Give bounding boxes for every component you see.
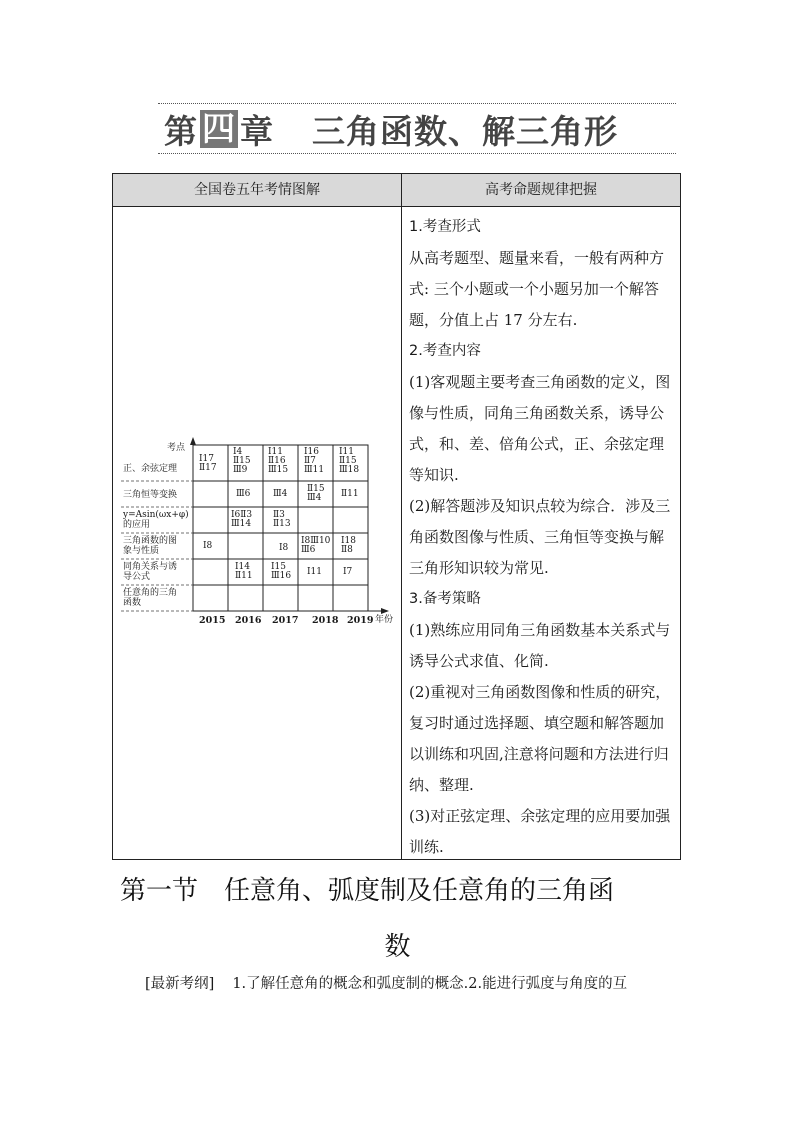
grid-cell: Ⅰ7 — [343, 567, 353, 577]
left-column-header: 全国卷五年考情图解 — [194, 182, 320, 198]
grid-cell: Ⅰ8Ⅲ10 Ⅲ6 — [301, 536, 331, 555]
grid-cell: Ⅰ17 Ⅱ17 — [199, 454, 217, 473]
syllabus-tag: [最新考纲] — [145, 976, 215, 992]
dotted-rule-top — [158, 103, 676, 104]
chapter-number: 四 — [202, 109, 236, 148]
rule-text: (3)对正弦定理、余弦定理的应用要加强训练. — [409, 807, 671, 856]
rule-heading-content: 2.考查内容 — [409, 343, 481, 359]
grid-cell: Ⅰ8 — [279, 543, 289, 553]
rule-text: (1)熟练应用同角三角函数基本关系式与诱导公式求值、化简. — [409, 621, 671, 670]
grid-cell: Ⅲ4 — [273, 489, 288, 499]
year-label: 2017 — [272, 615, 299, 626]
exam-rules-content — [409, 212, 677, 863]
rule-text: (2)重视对三角函数图像和性质的研究，复习时通过选择题、填空题和解答题加以训练和巩固,注意将问题和方法进行归纳、整理. — [409, 683, 671, 794]
chapter-header — [158, 103, 676, 157]
row-label: 三角函数的图 象与性质 — [123, 536, 178, 556]
rule-text: (2)解答题涉及知识点较为综合．涉及三角函数图像与性质、三角恒等变换与解三角形知识较为常见. — [409, 497, 671, 577]
grid-cell: Ⅰ11 Ⅱ16 Ⅲ15 — [268, 447, 289, 475]
grid-cell: Ⅰ6Ⅱ3 Ⅲ14 — [231, 510, 253, 529]
grid-cell: Ⅱ11 — [341, 489, 359, 499]
year-label: 2018 — [312, 615, 339, 626]
rule-text: (1)客观题主要考查三角函数的定义，图像与性质，同角三角函数关系，诱导公式，和、差、倍角公式，正、余弦定理等知识. — [409, 373, 671, 484]
x-axis-label: 年份 — [375, 615, 394, 625]
row-label: 任意角的三角 函数 — [123, 588, 178, 608]
year-label: 2015 — [199, 615, 226, 626]
section-title — [120, 863, 680, 975]
grid-cell: Ⅰ18 Ⅱ8 — [341, 536, 357, 555]
grid-cell: Ⅰ14 Ⅱ11 — [235, 562, 253, 581]
rule-heading-form: 1.考查形式 — [409, 219, 481, 235]
row-label: 同角关系与诱 导公式 — [123, 562, 178, 582]
chapter-title — [164, 109, 618, 149]
section-title-line1: 第一节 任意角、弧度制及任意角的三角函 — [120, 876, 615, 906]
chapter-prefix: 第 — [164, 111, 198, 151]
grid-cell: Ⅰ16 Ⅱ7 Ⅲ11 — [304, 447, 325, 475]
grid-cell: Ⅰ15 Ⅲ16 — [271, 562, 292, 581]
section-title-line2: 数 — [384, 932, 411, 962]
year-label: 2019 — [347, 615, 374, 626]
grid-cell: Ⅰ4 Ⅱ15 Ⅲ9 — [233, 447, 251, 475]
right-column-header: 高考命题规律把握 — [485, 182, 597, 198]
column-divider — [401, 174, 402, 859]
table-header-row — [113, 174, 680, 207]
grid-cell: Ⅱ15 Ⅲ4 — [307, 484, 325, 503]
row-label: 正、余弦定理 — [123, 464, 178, 474]
grid-cell: Ⅰ8 — [203, 541, 213, 551]
chapter-name: 三角函数、解三角形 — [312, 111, 618, 151]
grid-cell: Ⅰ11 — [307, 567, 323, 577]
exam-topic-figure — [121, 437, 401, 632]
year-label: 2016 — [235, 615, 262, 626]
rule-heading-strategy: 3.备考策略 — [409, 591, 481, 607]
rule-text: 从高考题型、题量来看，一般有两种方式: 三个小题或一个小题另加一个解答题，分值上占 17 分左右. — [409, 249, 665, 329]
syllabus-text: 1.了解任意角的概念和弧度制的概念.2.能进行弧度与角度的互 — [232, 976, 628, 992]
grid-cell: Ⅱ3 Ⅱ13 — [273, 510, 291, 529]
chapter-suffix: 章 — [240, 111, 274, 151]
grid-cell: Ⅲ6 — [236, 489, 251, 499]
syllabus-line — [145, 972, 685, 993]
row-label: y=Asin(ωx+φ) 的应用 — [123, 510, 189, 530]
row-label: 三角恒等变换 — [123, 490, 178, 500]
y-axis-label: 考点 — [167, 443, 186, 453]
dotted-rule-bottom — [158, 153, 676, 154]
grid-cell: Ⅰ11 Ⅱ15 Ⅲ18 — [339, 447, 360, 475]
